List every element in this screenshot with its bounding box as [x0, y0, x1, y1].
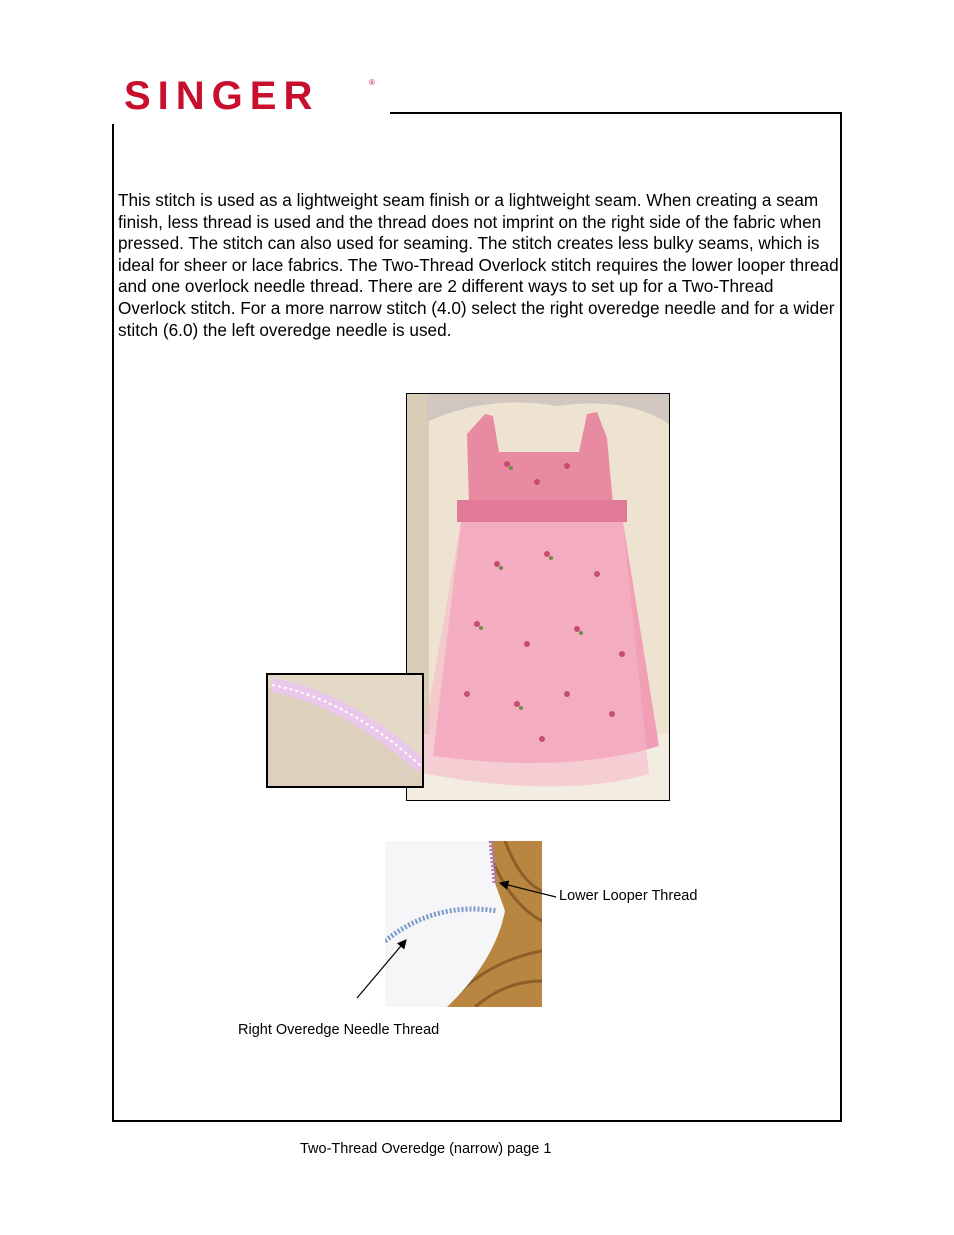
page-footer: Two-Thread Overedge (narrow) page 1	[300, 1141, 552, 1157]
needle-arrow	[357, 940, 406, 998]
right-needle-label: Right Overedge Needle Thread	[238, 1022, 440, 1038]
logo-text: SINGER	[124, 74, 320, 118]
intro-paragraph: This stitch is used as a lightweight seam finish or a lightweight seam. When creating a seam finish, less thread is used and the thread does not imprint on the right side of the fabric when pressed. The stitch can also used for seaming. The stitch creates less bulky seams, which is ideal for sheer or lace fabrics. The Two-Thread Overlock stitch requires the lower looper thread and one overlock needle thread. There are 2 different ways to set up for a Two-Thread Overlock stitch. For a more narrow stitch (4.0) select the right overedge needle and for a wider stitch (6.0) the left overedge needle is used.	[118, 190, 839, 340]
registered-mark: ®	[369, 78, 375, 87]
looper-arrow	[500, 883, 556, 897]
lower-looper-label: Lower Looper Thread	[559, 888, 698, 904]
